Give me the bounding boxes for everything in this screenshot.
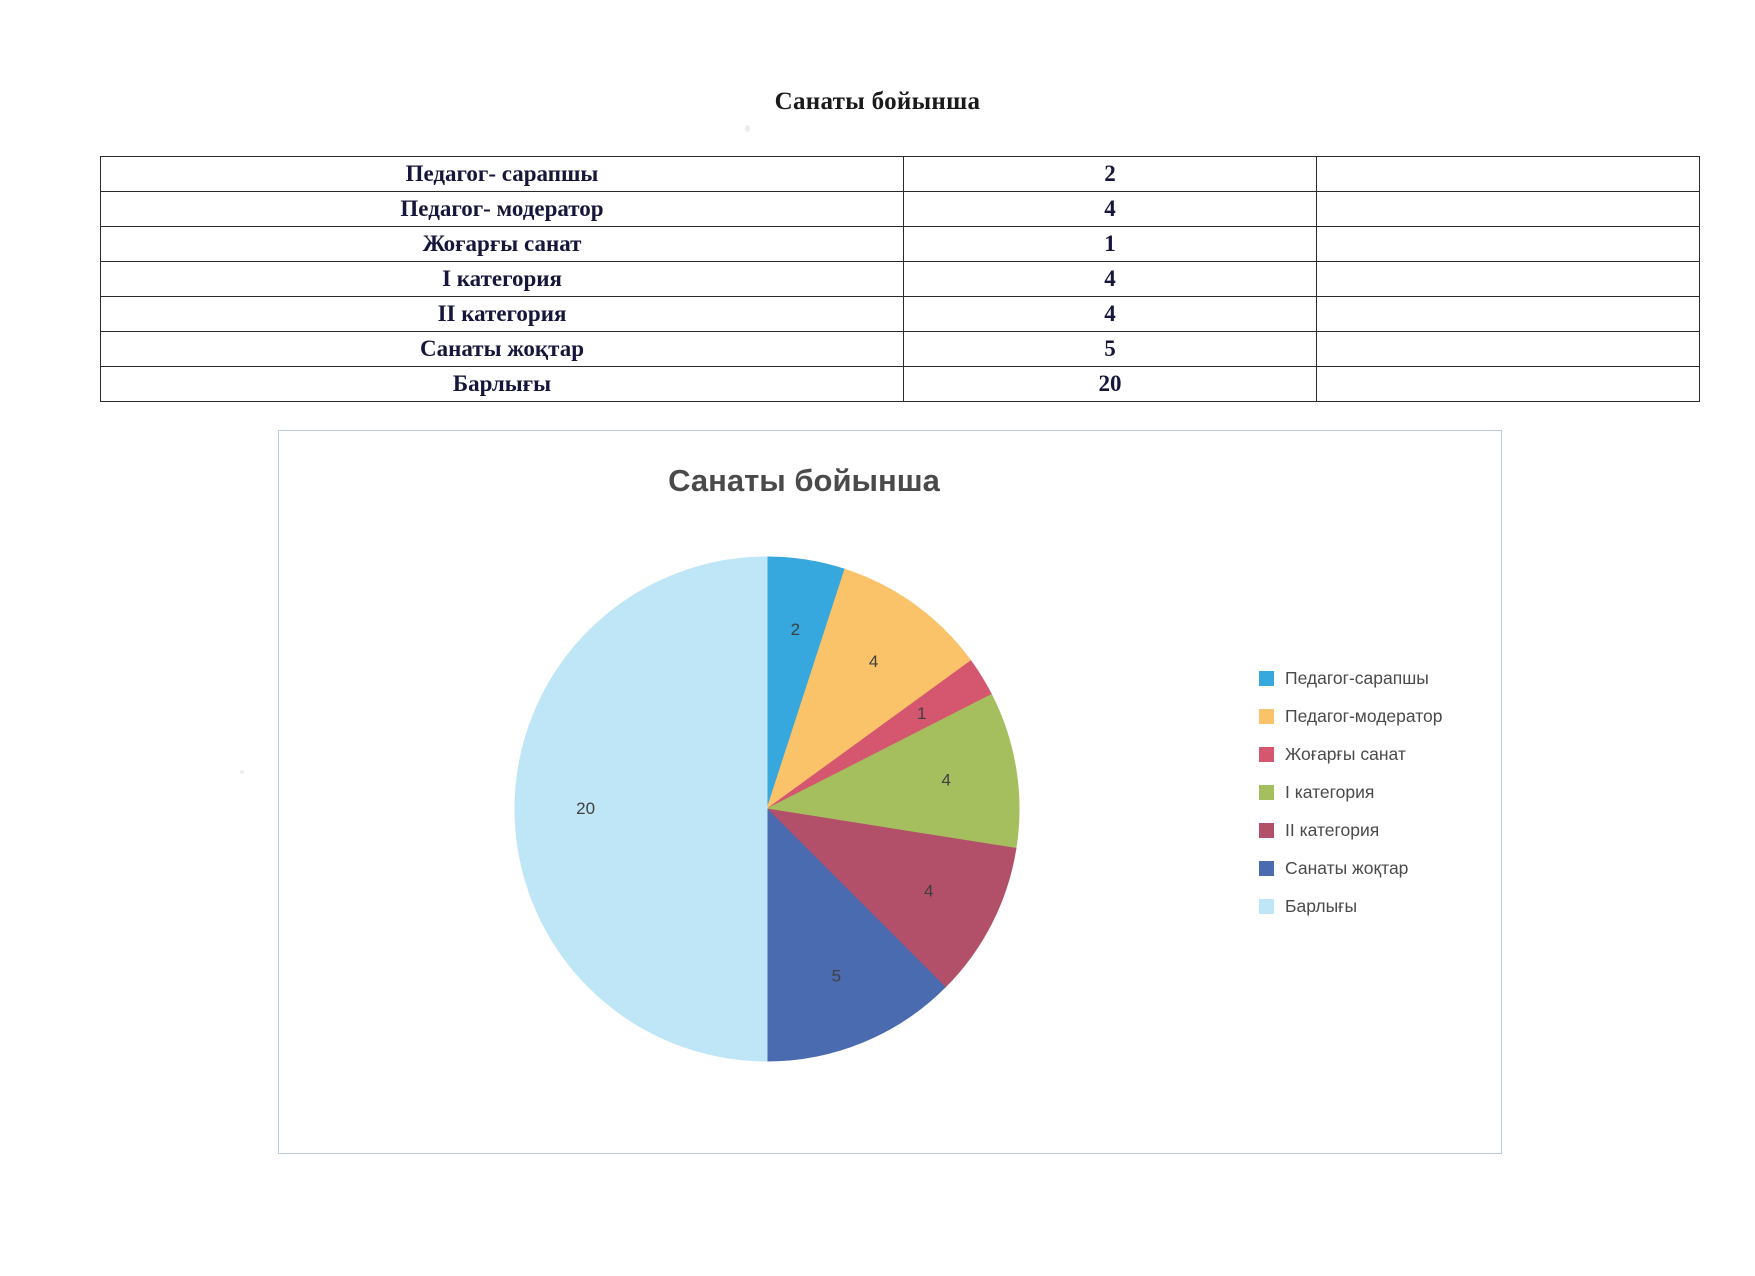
legend-swatch-icon bbox=[1259, 671, 1274, 686]
table-cell-value: 4 bbox=[904, 297, 1317, 332]
legend-label: Жоғарғы санат bbox=[1285, 743, 1406, 764]
pie-slice-label: 4 bbox=[923, 881, 934, 901]
scan-speck bbox=[745, 125, 750, 132]
table-cell-value: 4 bbox=[904, 262, 1317, 297]
table-row bbox=[101, 297, 1700, 332]
table-cell-value: 5 bbox=[904, 332, 1317, 367]
table-cell-label: Педагог- сарапшы bbox=[101, 157, 904, 192]
table-cell-pad bbox=[1317, 297, 1700, 332]
pie-slice[interactable] bbox=[515, 557, 767, 1061]
legend-item[interactable] bbox=[1259, 659, 1489, 697]
category-table-body bbox=[101, 157, 1700, 402]
table-row bbox=[101, 332, 1700, 367]
pie-chart-svg bbox=[507, 549, 1027, 1069]
chart-legend bbox=[1259, 659, 1489, 925]
table-row bbox=[101, 367, 1700, 402]
table-cell-label: I категория bbox=[101, 262, 904, 297]
pie-slice-label: 20 bbox=[576, 799, 596, 818]
table-cell-pad bbox=[1317, 332, 1700, 367]
legend-item[interactable] bbox=[1259, 773, 1489, 811]
legend-swatch-icon bbox=[1259, 823, 1274, 838]
scan-speck bbox=[240, 770, 244, 774]
table-cell-value: 1 bbox=[904, 227, 1317, 262]
legend-swatch-icon bbox=[1259, 785, 1274, 800]
table-cell-pad bbox=[1317, 192, 1700, 227]
table-cell-value: 4 bbox=[904, 192, 1317, 227]
legend-item[interactable] bbox=[1259, 887, 1489, 925]
legend-label: Санаты жоқтар bbox=[1285, 857, 1409, 878]
legend-label: Педагог-модератор bbox=[1285, 705, 1443, 726]
table-cell-value: 20 bbox=[904, 367, 1317, 402]
table-row bbox=[101, 227, 1700, 262]
chart-title: Санаты бойынша bbox=[668, 463, 940, 498]
table-cell-label: II категория bbox=[101, 297, 904, 332]
table-cell-label: Жоғарғы санат bbox=[101, 227, 904, 262]
table-cell-pad bbox=[1317, 227, 1700, 262]
legend-swatch-icon bbox=[1259, 899, 1274, 914]
legend-item[interactable] bbox=[1259, 849, 1489, 887]
table-cell-label: Барлығы bbox=[101, 367, 904, 402]
page-title: Санаты бойынша bbox=[774, 88, 981, 115]
legend-swatch-icon bbox=[1259, 709, 1274, 724]
table-cell-label: Санаты жоқтар bbox=[101, 332, 904, 367]
pie-chart bbox=[507, 549, 1027, 1069]
legend-item[interactable] bbox=[1259, 697, 1489, 735]
pie-slice-label: 2 bbox=[790, 619, 801, 639]
legend-label: Барлығы bbox=[1285, 895, 1358, 916]
table-row bbox=[101, 262, 1700, 297]
pie-slice-label: 1 bbox=[916, 704, 927, 724]
legend-swatch-icon bbox=[1259, 861, 1274, 876]
category-table-wrapper bbox=[100, 156, 1660, 402]
table-row bbox=[101, 157, 1700, 192]
table-cell-label: Педагог- модератор bbox=[101, 192, 904, 227]
table-cell-value: 2 bbox=[904, 157, 1317, 192]
legend-swatch-icon bbox=[1259, 747, 1274, 762]
category-table bbox=[100, 156, 1700, 402]
pie-slice-label: 4 bbox=[941, 770, 951, 790]
legend-label: II категория bbox=[1285, 819, 1380, 840]
chart-container bbox=[278, 430, 1502, 1154]
pie-slice-label: 5 bbox=[831, 966, 842, 986]
legend-item[interactable] bbox=[1259, 735, 1489, 773]
pie-slice-label: 4 bbox=[868, 652, 879, 672]
table-cell-pad bbox=[1317, 157, 1700, 192]
table-row bbox=[101, 192, 1700, 227]
legend-item[interactable] bbox=[1259, 811, 1489, 849]
table-cell-pad bbox=[1317, 367, 1700, 402]
legend-label: I категория bbox=[1285, 781, 1375, 802]
table-cell-pad bbox=[1317, 262, 1700, 297]
legend-label: Педагог-сарапшы bbox=[1285, 667, 1429, 688]
